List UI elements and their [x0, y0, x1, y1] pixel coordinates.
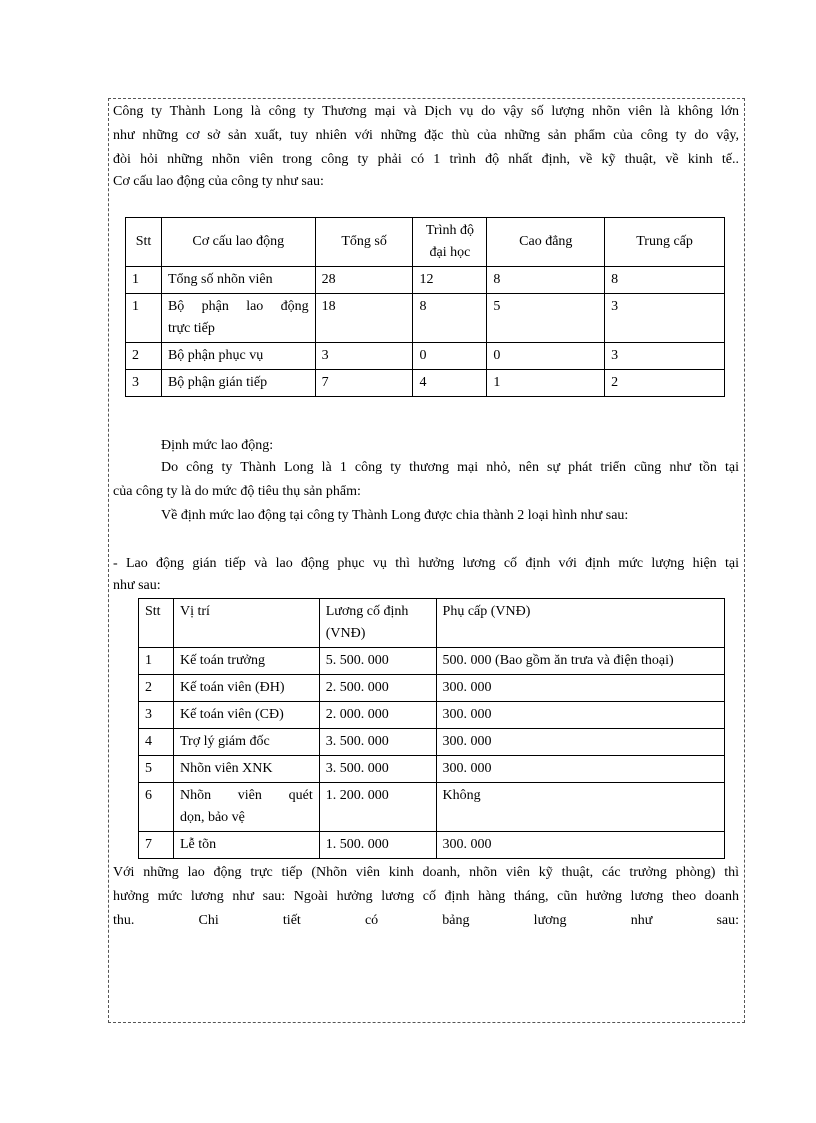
norm-paragraph-1-line-1: Do công ty Thành Long là 1 công ty thương mại nhỏ, nên sự phát triển cũng như tồn tại — [161, 460, 739, 475]
norm-paragraph-2: Về định mức lao động tại công ty Thành Long được chia thành 2 loại hình như sau: — [161, 508, 629, 523]
cell: 300. 000 — [436, 702, 724, 729]
cell: 6 — [139, 783, 174, 832]
cell: Kế toán trưởng — [173, 648, 319, 675]
cell: 3 — [605, 294, 725, 343]
table-row — [139, 648, 725, 675]
table-row — [139, 702, 725, 729]
cell: 8 — [605, 267, 725, 294]
cell: 18 — [315, 294, 413, 343]
direct-labor-line-3: thu. Chi tiết có bảng lương như sau: — [113, 913, 739, 928]
cell: 2 — [126, 343, 162, 370]
cell: 12 — [413, 267, 487, 294]
cell — [173, 783, 319, 832]
cell-text-line: Nhõn viên quét — [179, 788, 313, 803]
cell: 28 — [315, 267, 413, 294]
table-row — [139, 783, 725, 832]
cell: 3 — [126, 370, 162, 397]
cell: 1 — [139, 648, 174, 675]
cell: 5 — [139, 756, 174, 783]
intro-line-2: như những cơ sở sản xuất, tuy nhiên với những đặc thù của những sản phẩm của công ty do vậy, — [113, 128, 739, 143]
cell: 1 — [126, 294, 162, 343]
cell: 3. 500. 000 — [319, 729, 436, 756]
cell: 1. 200. 000 — [319, 783, 436, 832]
cell: 2 — [139, 675, 174, 702]
header-fixed-salary: Lương cố định (VNĐ) — [319, 599, 436, 648]
table-row — [126, 370, 725, 397]
cell — [161, 294, 315, 343]
direct-labor-line-1: Với những lao động trực tiếp (Nhõn viên kinh doanh, nhõn viên kỹ thuật, các trưởng phòng) thì — [113, 865, 739, 880]
cell: 2. 000. 000 — [319, 702, 436, 729]
cell: 3. 500. 000 — [319, 756, 436, 783]
cell: Lễ tõn — [173, 832, 319, 859]
cell: Tổng số nhõn viên — [161, 267, 315, 294]
norm-heading: Định mức lao động: — [161, 438, 274, 453]
cell: 8 — [413, 294, 487, 343]
table-row — [126, 343, 725, 370]
cell: 1 — [487, 370, 605, 397]
cell: 5. 500. 000 — [319, 648, 436, 675]
cell: 4 — [139, 729, 174, 756]
header-stt: Stt — [139, 599, 174, 648]
header-total: Tổng số — [315, 218, 413, 267]
table-row — [126, 267, 725, 294]
table-row — [139, 832, 725, 859]
table-row — [139, 675, 725, 702]
cell: 2 — [605, 370, 725, 397]
header-university: Trình độ đại học — [413, 218, 487, 267]
cell: 3 — [605, 343, 725, 370]
cell: 300. 000 — [436, 675, 724, 702]
cell: Bộ phận phục vụ — [161, 343, 315, 370]
structure-heading: Cơ cấu lao động của công ty như sau: — [113, 174, 324, 189]
cell: 300. 000 — [436, 756, 724, 783]
indirect-labor-line-2: như sau: — [113, 578, 161, 593]
cell: 3 — [139, 702, 174, 729]
cell: 1 — [126, 267, 162, 294]
cell: Kế toán viên (ĐH) — [173, 675, 319, 702]
cell: 1. 500. 000 — [319, 832, 436, 859]
cell: Không — [436, 783, 724, 832]
cell: 7 — [315, 370, 413, 397]
header-structure: Cơ cấu lao động — [161, 218, 315, 267]
cell: Trợ lý giám đốc — [173, 729, 319, 756]
header-college: Cao đẳng — [487, 218, 605, 267]
cell: 3 — [315, 343, 413, 370]
table-row — [139, 756, 725, 783]
intro-line-1: Công ty Thành Long là công ty Thương mại và Dịch vụ do vậy số lượng nhõn viên là không lớn — [113, 104, 739, 119]
cell-text-line: dọn, bảo vệ — [179, 810, 245, 825]
table-row — [126, 294, 725, 343]
cell: 0 — [413, 343, 487, 370]
indirect-labor-line-1: - Lao động gián tiếp và lao động phục vụ thì hưởng lương cố định với định mức lượng hiện tại — [113, 556, 739, 571]
table-row — [139, 729, 725, 756]
cell: 300. 000 — [436, 729, 724, 756]
cell: 300. 000 — [436, 832, 724, 859]
cell-text-line: trực tiếp — [167, 321, 215, 336]
intro-line-3: đòi hỏi những nhõn viên trong công ty phải có 1 trình độ nhất định, về kỹ thuật, về kinh tế.. — [113, 152, 739, 167]
cell: 4 — [413, 370, 487, 397]
direct-labor-line-2: hưởng mức lương như sau: Ngoài hưởng lương cố định hàng tháng, cũn hưởng lương theo doanh — [113, 889, 739, 904]
cell: 0 — [487, 343, 605, 370]
labor-structure-table — [125, 217, 725, 397]
salary-table — [138, 598, 725, 859]
norm-paragraph-1-line-2: của công ty là do mức độ tiêu thụ sản phẩm: — [113, 484, 361, 499]
table-header-row — [139, 599, 725, 648]
cell: 500. 000 (Bao gồm ăn trưa và điện thoại) — [436, 648, 724, 675]
cell-text-line: Bộ phận lao động — [167, 299, 309, 314]
cell: 5 — [487, 294, 605, 343]
header-position: Vị trí — [173, 599, 319, 648]
cell: Kế toán viên (CĐ) — [173, 702, 319, 729]
header-stt: Stt — [126, 218, 162, 267]
cell: 7 — [139, 832, 174, 859]
header-intermediate: Trung cấp — [605, 218, 725, 267]
table-header-row — [126, 218, 725, 267]
cell: 2. 500. 000 — [319, 675, 436, 702]
header-allowance: Phụ cấp (VNĐ) — [436, 599, 724, 648]
cell: 8 — [487, 267, 605, 294]
cell: Bộ phận gián tiếp — [161, 370, 315, 397]
cell: Nhõn viên XNK — [173, 756, 319, 783]
